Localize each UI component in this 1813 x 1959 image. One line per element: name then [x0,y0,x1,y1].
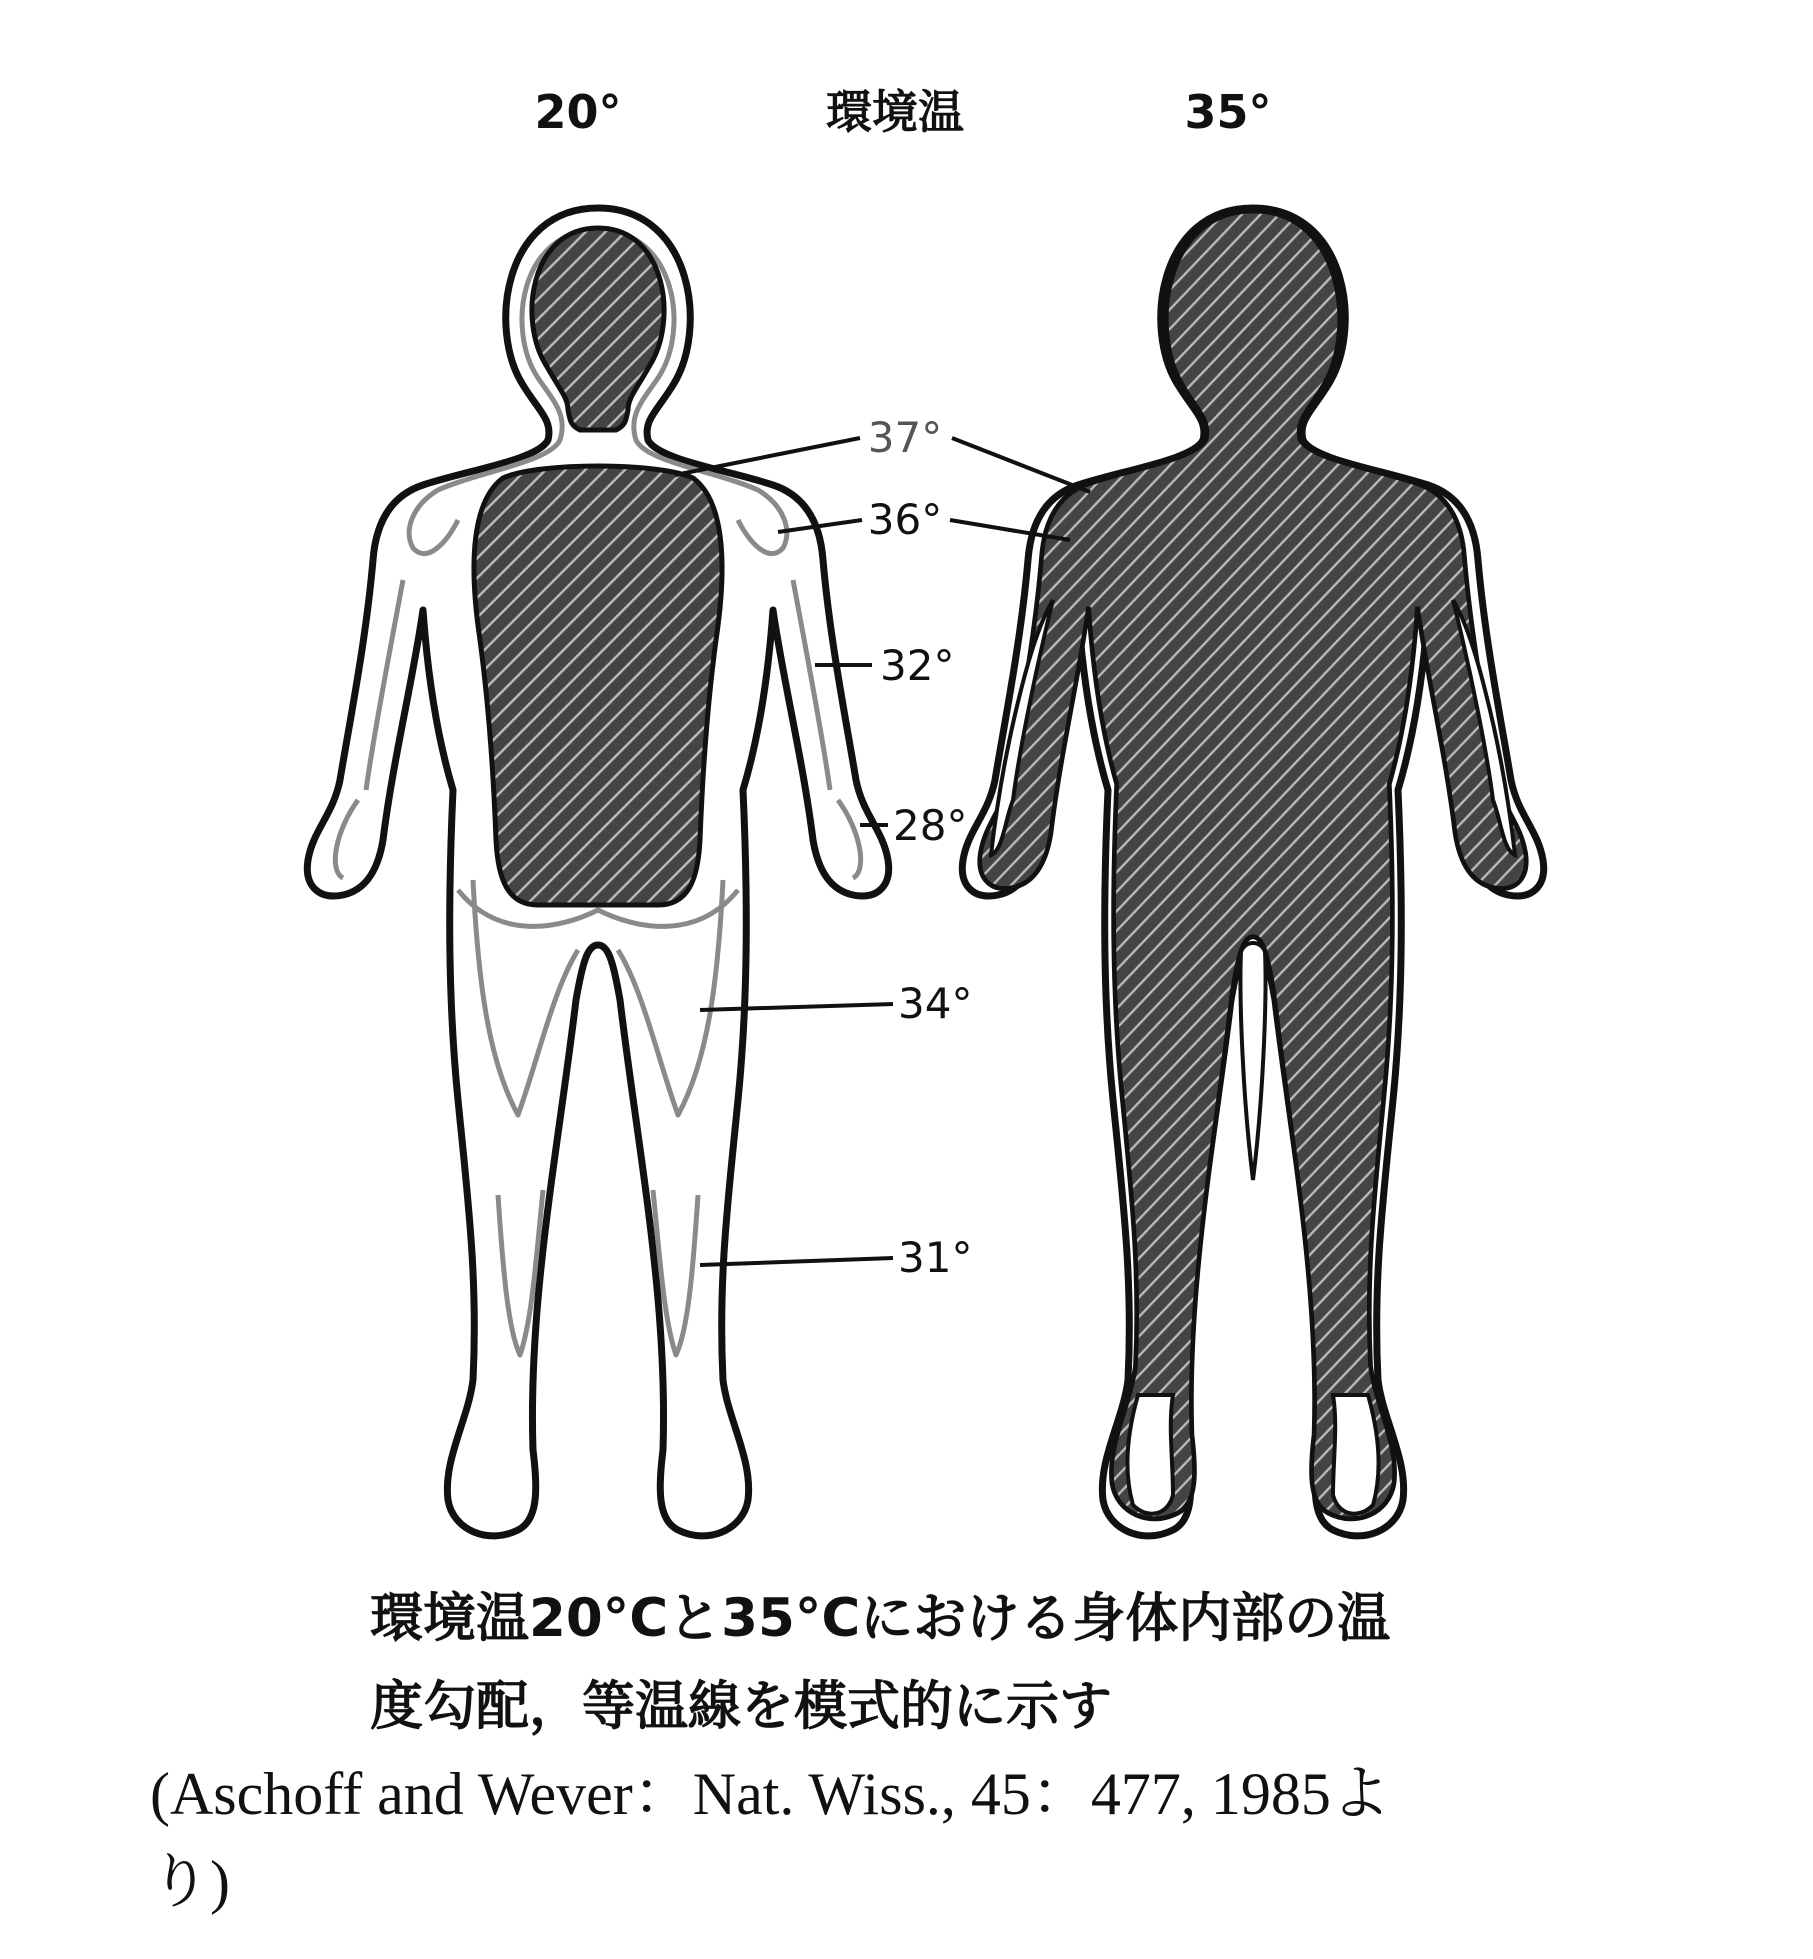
body-figure-35deg [962,208,1543,1536]
label-32: 32° [880,641,955,690]
isotherm-28-right-hand [838,800,861,878]
isotherm-34 [458,880,738,1115]
header-title: 環境温 [826,85,964,139]
isotherm-31 [498,1190,698,1355]
gap-crotch [1241,943,1266,1180]
core-37-right [980,211,1526,1519]
label-31: 31° [898,1233,973,1282]
label-28: 28° [893,801,968,850]
header-right-temp: 35° [1184,85,1272,139]
label-36: 36° [867,495,943,544]
caption-line-2: 度勾配，等温線を模式的に示す [370,1676,1112,1737]
label-37: 37° [867,413,943,462]
isotherm-28-left-hand [335,800,358,878]
label-34: 34° [898,979,973,1028]
caption-line-1: 環境温20°Cと35°Cにおける身体内部の温 [370,1588,1391,1649]
leader-34 [700,1004,893,1010]
source-line-2: り) [150,1849,230,1915]
header-left-temp: 20° [534,85,622,139]
gap-left-leg [1128,1395,1173,1514]
leader-37-left [675,438,860,475]
source-line-1: (Aschoff and Wever：Nat. Wiss., 45：477, 1985よ [150,1761,1391,1827]
body-figure-20deg [307,208,888,1536]
figure-caption [370,1575,1620,1751]
source-citation [150,1750,1710,1926]
gap-right-leg [1333,1395,1378,1514]
leader-37-right [952,438,1090,492]
leader-31 [700,1258,893,1265]
core-37-torso [474,466,722,905]
